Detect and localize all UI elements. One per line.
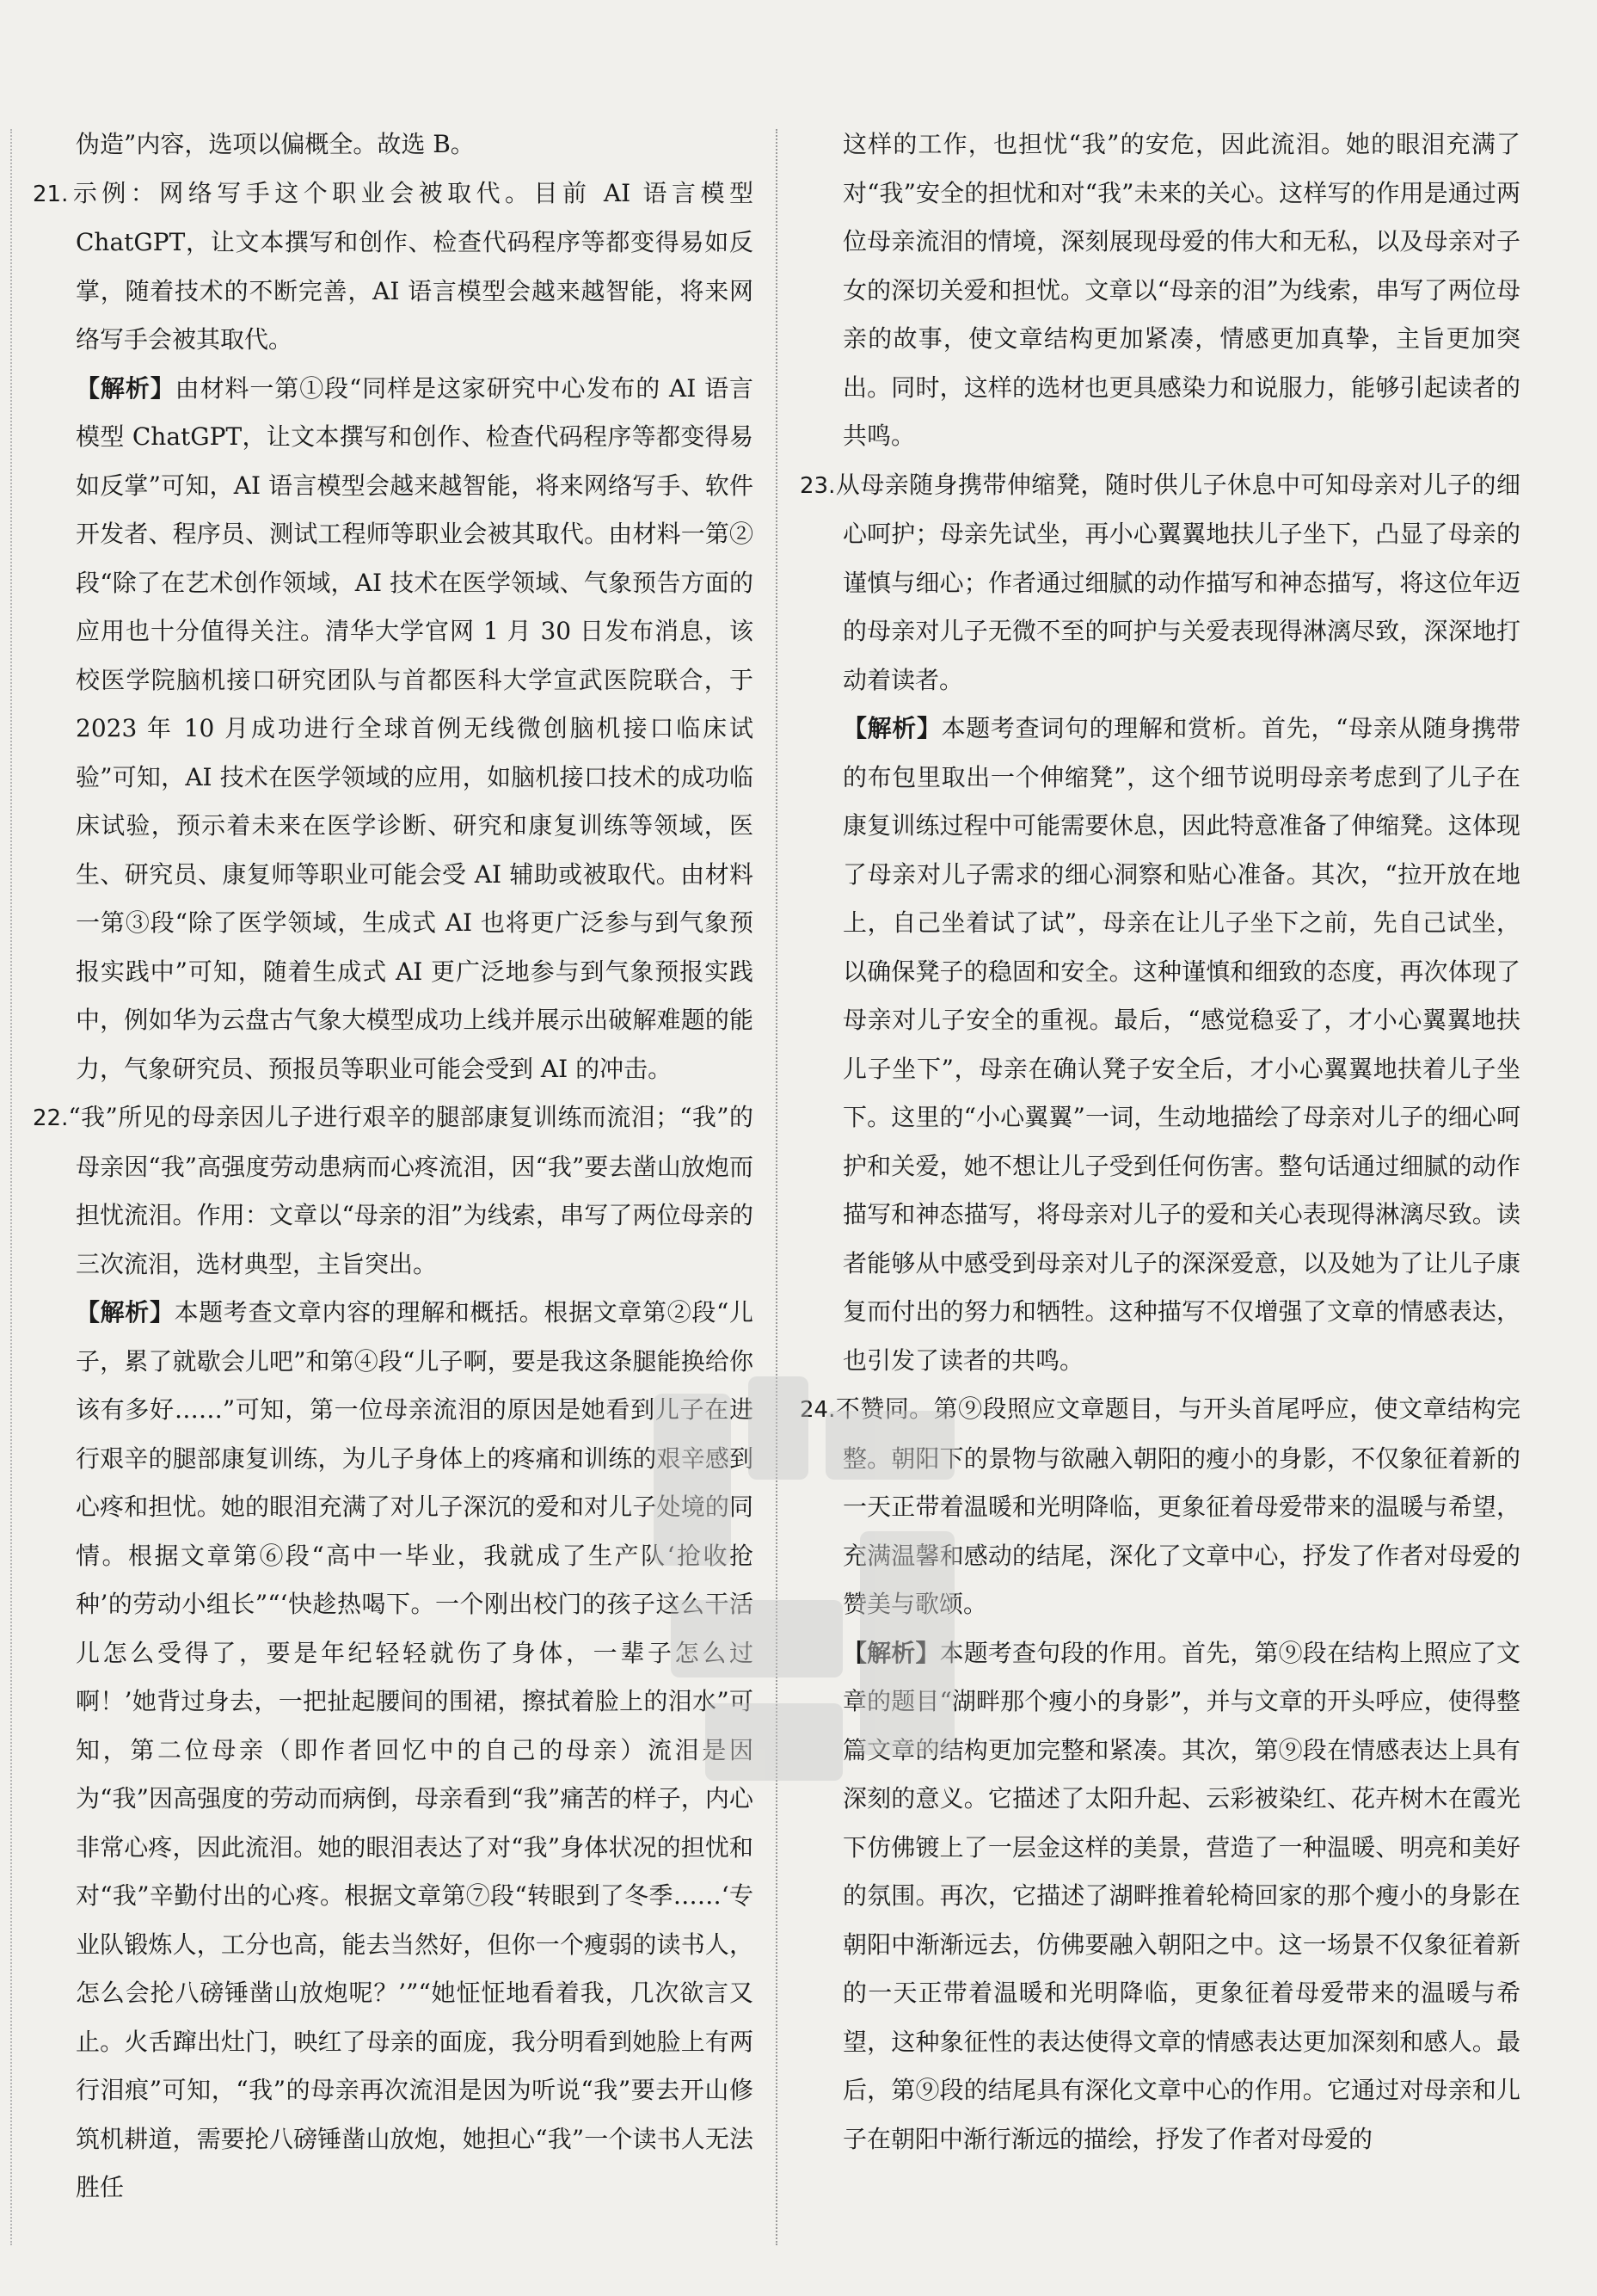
question-number: 23.	[800, 472, 836, 499]
answer-24	[800, 1385, 1520, 1629]
analysis-label: 【解析】	[76, 1298, 175, 1327]
analysis-label: 【解析】	[843, 1638, 940, 1667]
question-number: 21.	[33, 181, 69, 207]
analysis-21	[33, 365, 753, 1094]
binding-edge-rule	[10, 129, 12, 2245]
analysis-23	[800, 705, 1520, 1385]
question-number: 24.	[800, 1397, 836, 1423]
answer-23	[800, 461, 1520, 705]
answer-text: 从母亲随身携带伸缩凳，随时供儿子休息中可知母亲对儿子的细心呵护；母亲先试坐，再小心翼翼地扶儿子坐下，凸显了母亲的谨慎与细心；作者通过细腻的动作描写和神态描写，将这位年迈的母亲对儿子无微不至的呵护与关爱表现得淋漓尽致，深深地打动着读者。	[835, 470, 1520, 694]
analysis-text: 本题考查句段的作用。首先，第⑨段在结构上照应了文章的题目“湖畔那个瘦小的身影”，并与文章的开头呼应，使得整篇文章的结构更加完整和紧凑。其次，第⑨段在情感表达上具有深刻的意义。它描述了太阳升起、云彩被染红、花卉树木在霞光下仿佛镀上了一层金这样的美景，营造了一种温暖、明亮和美好的氛围。再次，它描述了湖畔推着轮椅回家的那个瘦小的身影在朝阳中渐渐远去，仿佛要融入朝阳之中。这一场景不仅象征着新的一天正带着温暖和光明降临，更象征着母爱带来的温暖与希望，这种象征性的表达使得文章的情感表达更加深刻和感人。最后，第⑨段的结尾具有深化文章中心的作用。它通过对母亲和儿子在朝阳中渐行渐远的描绘，抒发了作者对母爱的	[843, 1638, 1520, 2153]
analysis-text: 本题考查文章内容的理解和概括。根据文章第②段“儿子，累了就歇会儿吧”和第④段“儿子啊，要是我这条腿能换给你该有多好……”可知，第一位母亲流泪的原因是她看到儿子在进行艰辛的腿部康复训练，为儿子身体上的疼痛和训练的艰辛感到心疼和担忧。她的眼泪充满了对儿子深沉的爱和对儿子处境的同情。根据文章第⑥段“高中一毕业，我就成了生产队‘抢收抢种’的劳动小组长”“‘快趁热喝下。一个刚出校门的孩子这么干活儿怎么受得了，要是年纪轻轻就伤了身体，一辈子怎么过啊！’她背过身去，一把扯起腰间的围裙，擦拭着脸上的泪水”可知，第二位母亲（即作者回忆中的自己的母亲）流泪是因为“我”因高强度的劳动而病倒，母亲看到“我”痛苦的样子，内心非常心疼，因此流泪。她的眼泪表达了对“我”身体状况的担忧和对“我”辛勤付出的心疼。根据文章第⑦段“转眼到了冬季……‘专业队锻炼人，工分也高，能去当然好，但你一个瘦弱的读书人，怎么会抡八磅锤凿山放炮呢？’”“她怔怔地看着我，几次欲言又止。火舌蹿出灶门，映红了母亲的面庞，我分明看到她脸上有两行泪痕”可知，“我”的母亲再次流泪是因为听说“我”要去开山修筑机耕道，需要抡八磅锤凿山放炮，她担心“我”一个读书人无法胜任	[76, 1298, 753, 2201]
question-21	[33, 169, 753, 1094]
analysis-text: 本题考查词句的理解和赏析。首先，“母亲从随身携带的布包里取出一个伸缩凳”，这个细节说明母亲考虑到了儿子在康复训练过程中可能需要休息，因此特意准备了伸缩凳。这体现了母亲对儿子需求的细心洞察和贴心准备。其次，“拉开放在地上，自己坐着试了试”，母亲在让儿子坐下之前，先自己试坐，以确保凳子的稳固和安全。这种谨慎和细致的态度，再次体现了母亲对儿子安全的重视。最后，“感觉稳妥了，才小心翼翼地扶儿子坐下”，母亲在确认凳子安全后，才小心翼翼地扶着儿子坐下。这里的“小心翼翼”一词，生动地描绘了母亲对儿子的细心呵护和关爱，她不想让儿子受到任何伤害。整句话通过细腻的动作描写和神态描写，将母亲对儿子的爱和关心表现得淋漓尽致。读者能够从中感受到母亲对儿子的深深爱意，以及她为了让儿子康复而付出的努力和牺牲。这种描写不仅增强了文章的情感表达，也引发了读者的共鸣。	[843, 714, 1520, 1375]
answer-text: 示例：网络写手这个职业会被取代。目前 AI 语言模型 ChatGPT，让文本撰写和创作、检查代码程序等都变得易如反掌，随着技术的不断完善，AI 语言模型会越来越智能，将来网络写手会被其取代。	[68, 178, 753, 354]
question-number: 22.	[33, 1105, 69, 1131]
question-23	[800, 461, 1520, 1386]
analysis-24	[800, 1629, 1520, 2164]
analysis-label: 【解析】	[843, 714, 942, 742]
right-column	[800, 120, 1520, 2164]
question-24	[800, 1385, 1520, 2164]
analysis-label: 【解析】	[76, 373, 175, 403]
question-22	[33, 1093, 753, 2213]
analysis-22	[33, 1289, 753, 2213]
answer-22	[33, 1093, 753, 1289]
carryover-line: 伪造”内容，选项以偏概全。故选 B。	[76, 130, 475, 158]
column-divider	[776, 129, 777, 2245]
answer-21	[33, 169, 753, 365]
answer-text: 不赞同。第⑨段照应文章题目，与开头首尾呼应，使文章结构完整。朝阳下的景物与欲融入朝阳的瘦小的身影，不仅象征着新的一天正带着温暖和光明降临，更象征着母爱带来的温暖与希望，充满温馨和感动的结尾，深化了文章中心，抒发了作者对母爱的赞美与歌颂。	[835, 1394, 1520, 1618]
left-column	[33, 120, 753, 2213]
answer-text: “我”所见的母亲因儿子进行艰辛的腿部康复训练而流泪；“我”的母亲因“我”高强度劳动患病而心疼流泪，因“我”要去凿山放炮而担忧流泪。作用：文章以“母亲的泪”为线索，串写了两位母亲的三次流泪，选材典型，主旨突出。	[68, 1103, 753, 1278]
analysis-22-continued: 这样的工作，也担忧“我”的安危，因此流泪。她的眼泪充满了对“我”安全的担忧和对“我”未来的关心。这样写的作用是通过两位母亲流泪的情境，深刻展现母爱的伟大和无私，以及母亲对子女的深切关爱和担忧。文章以“母亲的泪”为线索，串写了两位母亲的故事，使文章结构更加紧凑，情感更加真挚，主旨更加突出。同时，这样的选材也更具感染力和说服力，能够引起读者的共鸣。	[843, 130, 1520, 450]
analysis-text: 由材料一第①段“同样是这家研究中心发布的 AI 语言模型 ChatGPT，让文本撰写和创作、检查代码程序等都变得易如反掌”可知，AI 语言模型会越来越智能，将来网络写手、软件开发者、程序员、测试工程师等职业会被其取代。由材料一第②段“除了在艺术创作领域，AI 技术在医学领域、气象预告方面的应用也十分值得关注。清华大学官网 1 月 30 日发布消息，该校医学院脑机接口研究团队与首都医科大学宣武医院联合，于 2023 年 10 月成功进行全球首例无线微创脑机接口临床试验”可知，AI 技术在医学领域的应用，如脑机接口技术的成功临床试验，预示着未来在医学诊断、研究和康复训练等领域，医生、研究员、康复师等职业可能会受 AI 辅助或被取代。由材料一第③段“除了医学领域，生成式 AI 也将更广泛参与到气象预报实践中”可知，随着生成式 AI 更广泛地参与到气象预报实践中，例如华为云盘古气象大模型成功上线并展示出破解难题的能力，气象研究员、预报员等职业可能会受到 AI 的冲击。	[76, 373, 753, 1083]
